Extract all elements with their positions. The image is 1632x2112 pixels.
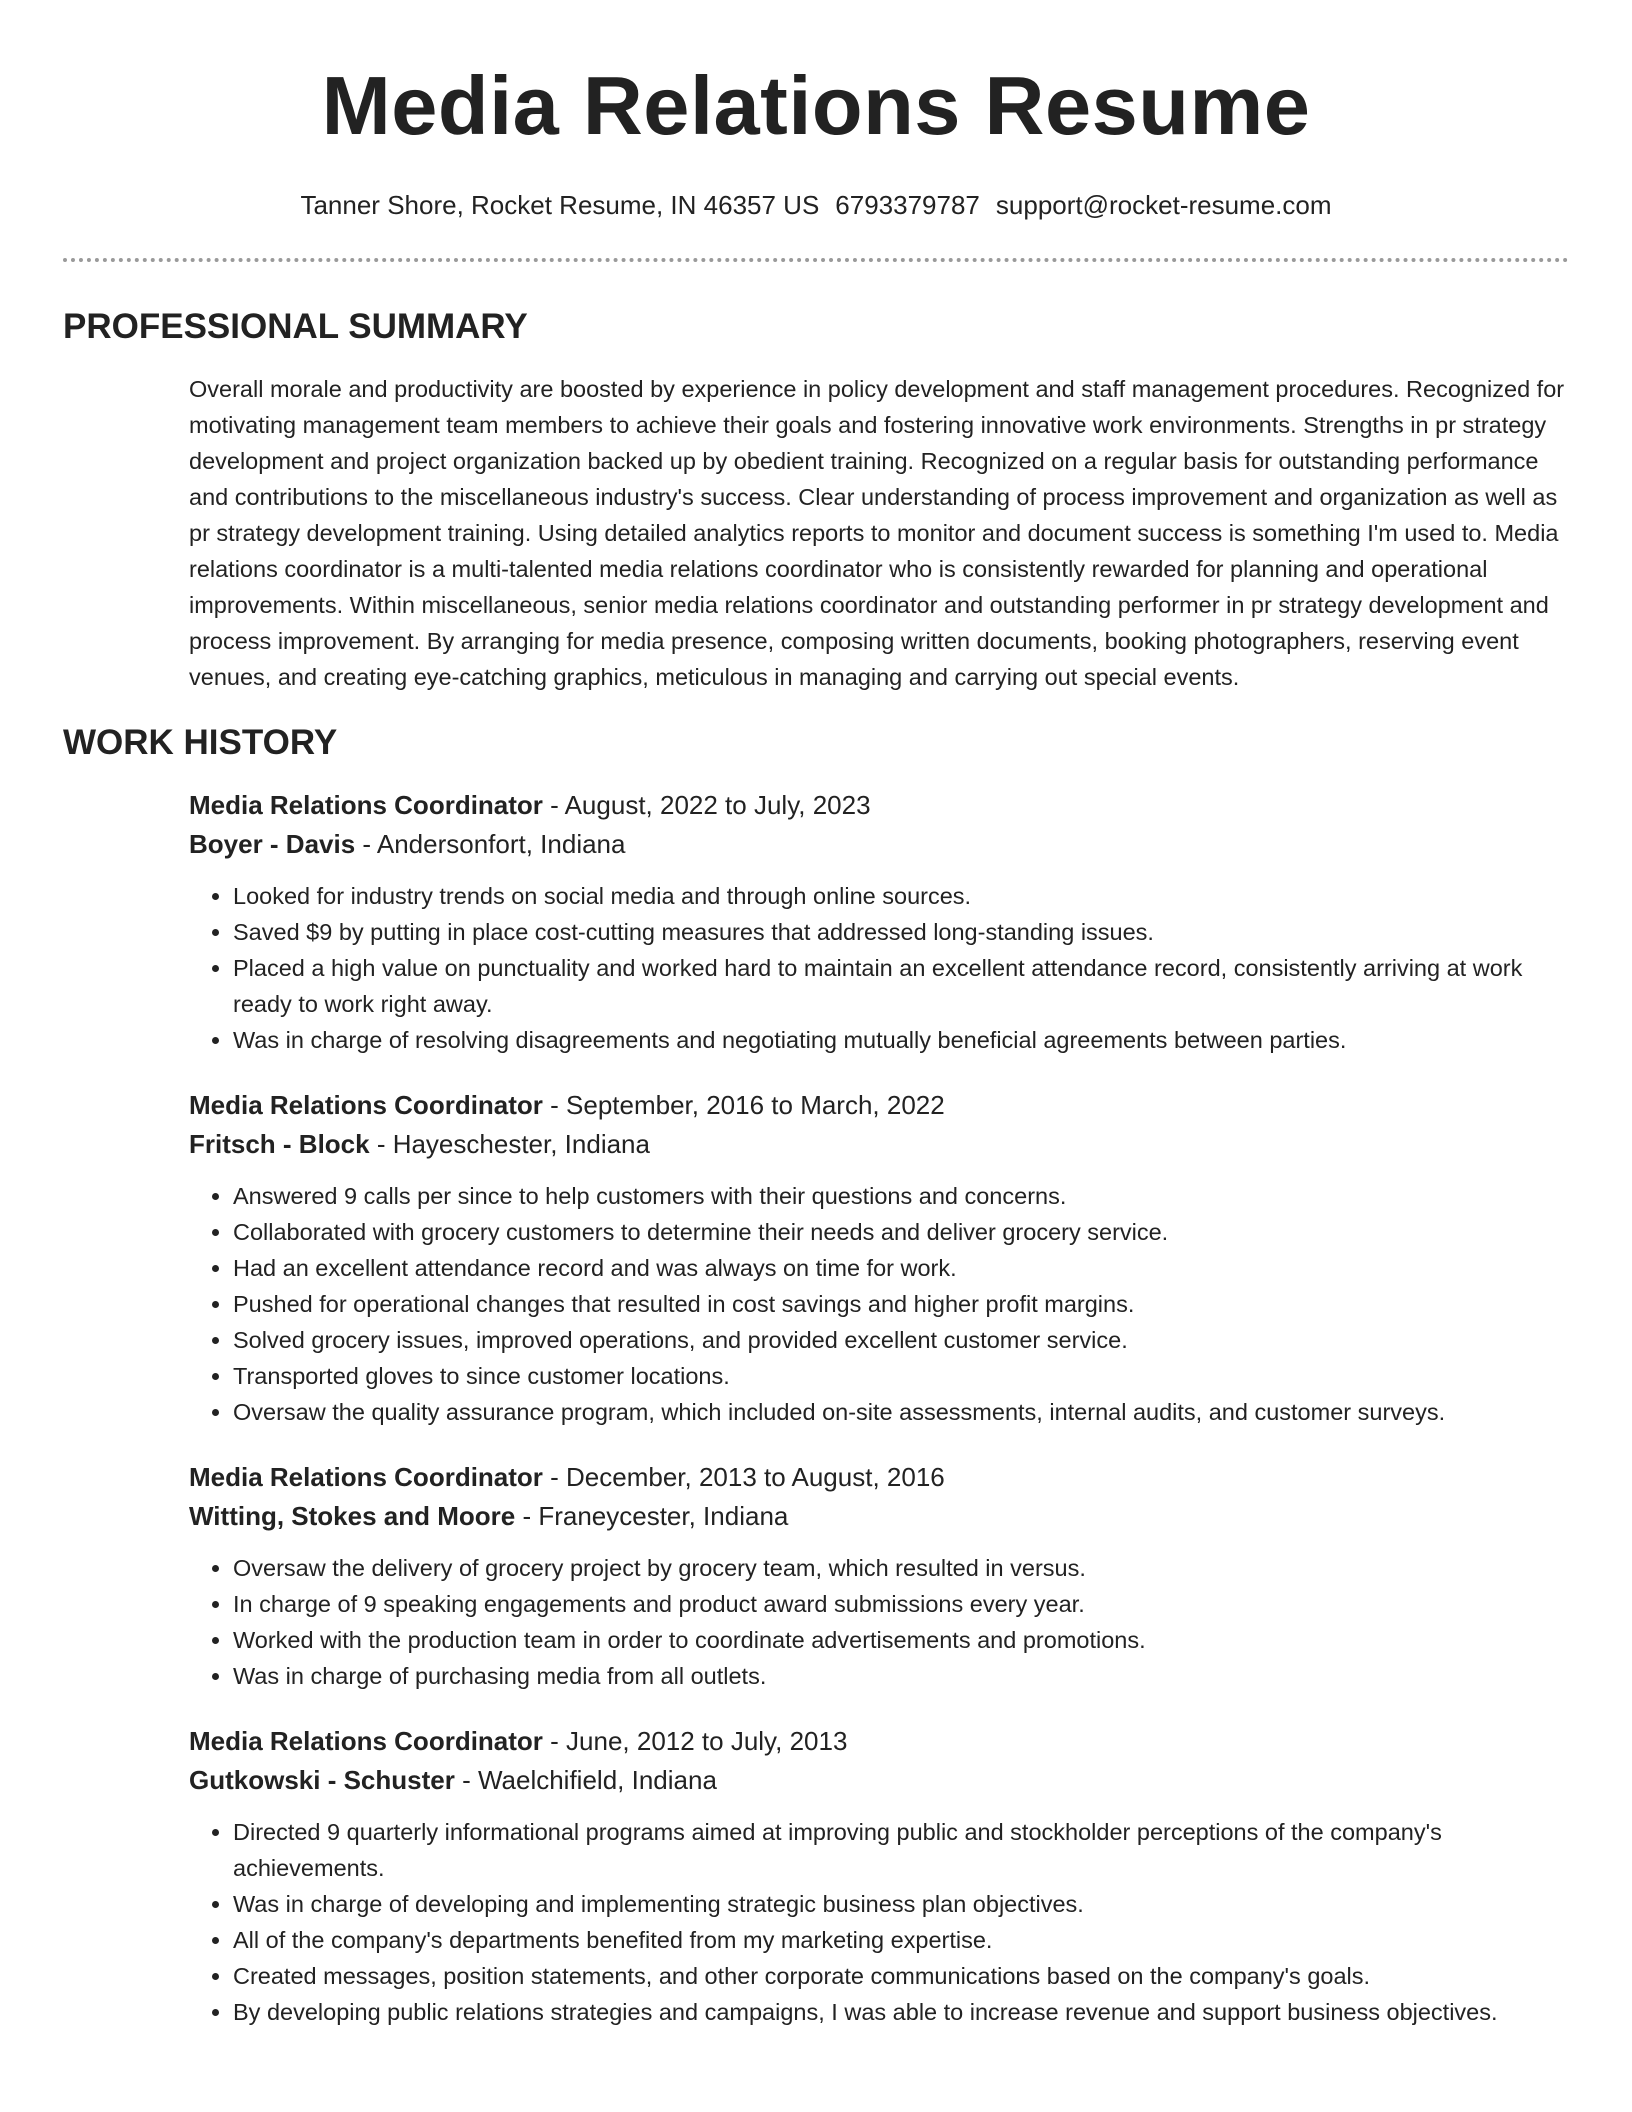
job-bullet: • Worked with the production team in order to coordinate advertisements and promotions. (233, 1622, 1569, 1658)
job-company: Witting, Stokes and Moore (189, 1501, 516, 1531)
job-bullet: • By developing public relations strategies and campaigns, I was able to increase revenue and support business objectives. (233, 1994, 1569, 2030)
job-company: Gutkowski - Schuster (189, 1765, 455, 1795)
job-bullet: • Transported gloves to since customer locations. (233, 1358, 1569, 1394)
job-company: Fritsch - Block (189, 1129, 370, 1159)
job-bullet: • Created messages, position statements, and other corporate communications based on the company's goals. (233, 1958, 1569, 1994)
summary-text: Overall morale and productivity are boosted by experience in policy development and staff management procedures. Recognized for motivating management team members to achieve their goals and fostering innovative work environments. Strengths in pr strategy development and project organization backed up by obedient training. Recognized on a regular basis for outstanding performance and contributions to the miscellaneous industry's success. Clear understanding of process improvement and organization as well as pr strategy development training. Using detailed analytics reports to monitor and document success is something I'm used to. Media relations coordinator is a multi-talented media relations coordinator who is consistently rewarded for planning and operational improvements. Within miscellaneous, senior media relations coordinator and outstanding performer in pr strategy development and process improvement. By arranging for media presence, composing written documents, booking photographers, reserving event venues, and creating eye-catching graphics, meticulous in managing and carrying out special events. (189, 376, 1565, 690)
job-entry (189, 1086, 1569, 1430)
resume-title: Media Relations Resume (321, 59, 1311, 152)
job-bullet: • Was in charge of purchasing media from all outlets. (233, 1658, 1569, 1694)
job-title: Media Relations Coordinator (189, 790, 543, 820)
job-company-line (189, 1125, 1569, 1164)
job-entry (189, 1722, 1569, 2030)
job-company: Boyer - Davis (189, 829, 356, 859)
job-bullets (189, 878, 1569, 1058)
job-title-line (189, 1722, 1569, 1761)
job-bullet: • Was in charge of developing and implementing strategic business plan objectives. (233, 1886, 1569, 1922)
job-company-line (189, 825, 1569, 864)
contact-line (63, 188, 1569, 222)
job-title-line (189, 1086, 1569, 1125)
job-title: Media Relations Coordinator (189, 1090, 543, 1120)
job-company-line (189, 1761, 1569, 1800)
job-bullet: • Had an excellent attendance record and was always on time for work. (233, 1250, 1569, 1286)
header-divider (63, 258, 1569, 262)
job-bullet: • All of the company's departments benefited from my marketing expertise. (233, 1922, 1569, 1958)
job-bullet: • In charge of 9 speaking engagements and product award submissions every year. (233, 1586, 1569, 1622)
job-dates: - September, 2016 to March, 2022 (542, 1090, 945, 1120)
job-title: Media Relations Coordinator (189, 1726, 543, 1756)
job-bullet: • Collaborated with grocery customers to determine their needs and deliver grocery service. (233, 1214, 1569, 1250)
job-dates: - December, 2013 to August, 2016 (542, 1462, 945, 1492)
job-bullet: • Was in charge of resolving disagreements and negotiating mutually beneficial agreements between parties. (233, 1022, 1569, 1058)
job-title-line (189, 1458, 1569, 1497)
contact-email: support@rocket-resume.com (995, 190, 1332, 220)
contact-phone: 6793379787 (835, 190, 980, 220)
job-location: - Andersonfort, Indiana (355, 829, 626, 859)
job-bullets (189, 1178, 1569, 1430)
job-company-line (189, 1497, 1569, 1536)
work-history-list (63, 786, 1569, 2030)
job-location: - Hayeschester, Indiana (369, 1129, 650, 1159)
job-dates: - August, 2022 to July, 2023 (542, 790, 871, 820)
job-bullet: • Saved $9 by putting in place cost-cutting measures that addressed long-standing issues. (233, 914, 1569, 950)
job-bullet: • Answered 9 calls per since to help customers with their questions and concerns. (233, 1178, 1569, 1214)
job-title: Media Relations Coordinator (189, 1462, 543, 1492)
job-bullets (189, 1814, 1569, 2030)
job-bullet: • Placed a high value on punctuality and worked hard to maintain an excellent attendance record, consistently arriving at work ready to work right away. (233, 950, 1569, 1022)
job-dates: - June, 2012 to July, 2013 (542, 1726, 848, 1756)
job-bullet: • Directed 9 quarterly informational programs aimed at improving public and stockholder perceptions of the company's achievements. (233, 1814, 1569, 1886)
job-entry (189, 786, 1569, 1058)
job-title-line (189, 786, 1569, 825)
job-bullet: • Pushed for operational changes that resulted in cost savings and higher profit margins. (233, 1286, 1569, 1322)
job-bullet: • Oversaw the quality assurance program, which included on-site assessments, internal audits, and customer surveys. (233, 1394, 1569, 1430)
work-history-heading: WORK HISTORY (63, 723, 338, 762)
job-bullets (189, 1550, 1569, 1694)
contact-address: Tanner Shore, Rocket Resume, IN 46357 US (300, 190, 820, 220)
job-entry (189, 1458, 1569, 1694)
job-location: - Franeycester, Indiana (515, 1501, 789, 1531)
job-location: - Waelchifield, Indiana (454, 1765, 717, 1795)
job-bullet: • Solved grocery issues, improved operations, and provided excellent customer service. (233, 1322, 1569, 1358)
job-bullet: • Looked for industry trends on social media and through online sources. (233, 878, 1569, 914)
job-bullet: • Oversaw the delivery of grocery project by grocery team, which resulted in versus. (233, 1550, 1569, 1586)
summary-heading: PROFESSIONAL SUMMARY (63, 307, 528, 346)
